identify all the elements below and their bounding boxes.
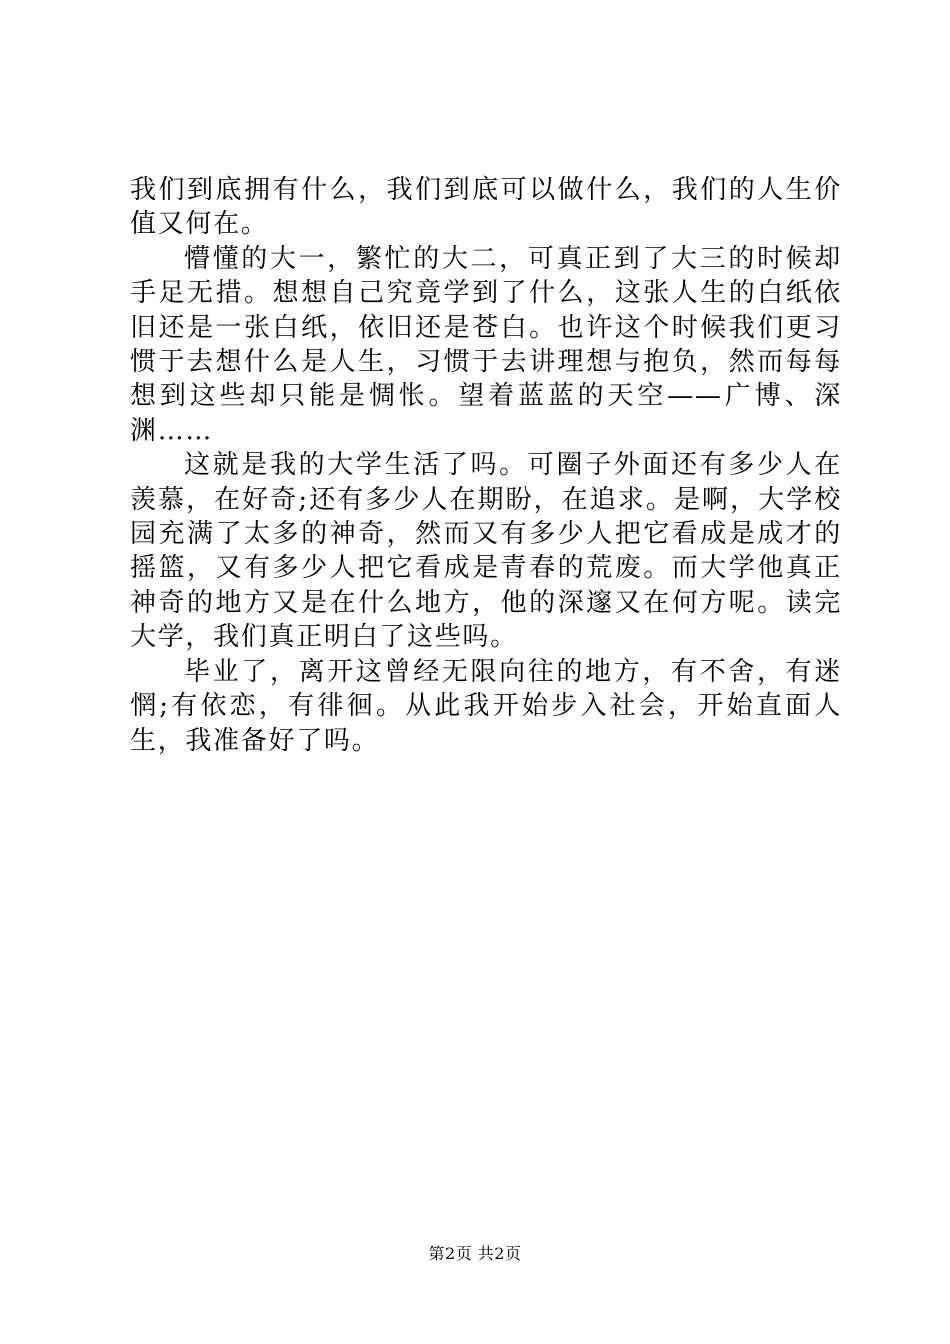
- paragraph-4: 毕业了，离开这曾经无限向往的地方，有不舍，有迷惘;有依恋，有徘徊。从此我开始步入社会，开始直面人生，我准备好了吗。: [130, 656, 842, 756]
- page-footer: 第2页 共2页: [428, 1244, 522, 1263]
- document-body: [130, 173, 842, 758]
- paragraph-2: 懵懂的大一，繁忙的大二，可真正到了大三的时候却手足无措。想想自己究竟学到了什么，这张人生的白纸依旧还是一张白纸，依旧还是苍白。也许这个时候我们更习惯于去想什么是人生，习惯于去讲理想与抱负，然而每每想到这些却只能是惆怅。望着蓝蓝的天空——广博、深渊……: [130, 243, 842, 446]
- paragraph-1: 我们到底拥有什么，我们到底可以做什么，我们的人生价值又何在。: [130, 175, 842, 240]
- paragraph-3: 这就是我的大学生活了吗。可圈子外面还有多少人在羡慕，在好奇;还有多少人在期盼，在追求。是啊，大学校园充满了太多的神奇，然而又有多少人把它看成是成才的摇篮，又有多少人把它看成是青春的荒废。而大学他真正神奇的地方又是在什么地方，他的深邃又在何方呢。读完大学，我们真正明白了这些吗。: [130, 450, 842, 653]
